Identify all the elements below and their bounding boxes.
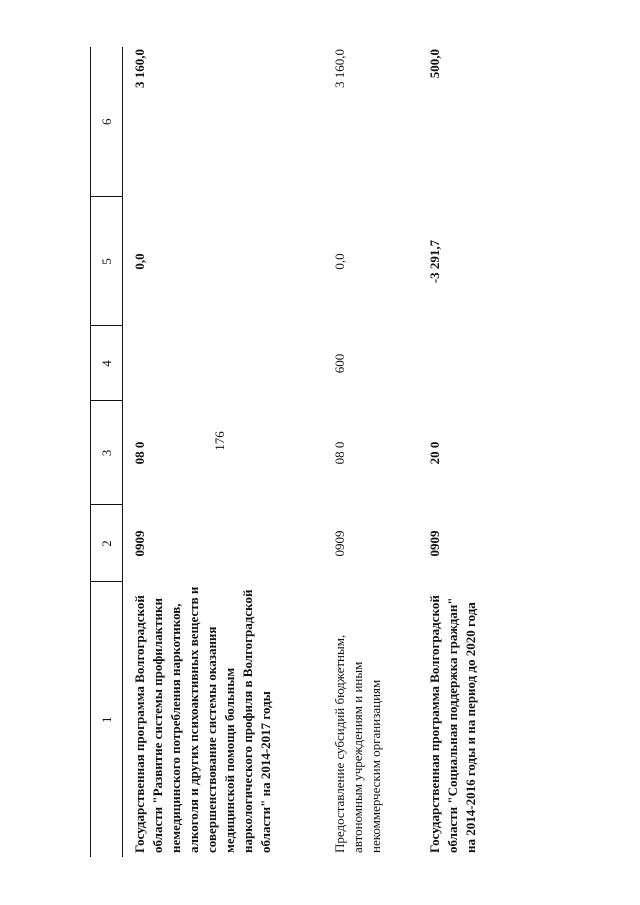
row-name: Предоставление субсидий бюджетным, автономным учреждениям и иным некоммерческим организациям (332, 634, 383, 853)
row-name: Государственная программа Волгоградской области "Социальная поддержка граждан" на 2014-2016 годы и на период до 2020 года (427, 595, 478, 853)
row-total: 3 160,0 (332, 49, 347, 88)
row-name: Государственная программа Волгоградской области "Развитие системы профилактики немедицинского потребления наркотиков, алкоголя и других психоактивных веществ и совершенствование системы оказания медицинской помощи больным наркологического профиля в Волгоградской области" на 2014-2017 годы (132, 586, 273, 853)
header-cell-3: 3 (91, 401, 123, 505)
table-row (426, 47, 486, 857)
row-change: -3 291,7 (427, 239, 442, 284)
budget-table (90, 47, 486, 857)
header-cell-2: 2 (91, 505, 123, 582)
table-row (331, 47, 426, 857)
row-change: 0,0 (132, 253, 147, 270)
page-number: 176 (212, 431, 227, 451)
header-cell-4: 4 (91, 326, 123, 401)
header-cell-1: 1 (91, 582, 123, 857)
header-row (91, 47, 123, 857)
row-total: 500,0 (427, 49, 442, 79)
row-type (123, 326, 332, 401)
row-type (426, 326, 486, 401)
row-section: 0909 (132, 530, 147, 557)
table-row (123, 47, 332, 857)
row-section: 0909 (332, 530, 347, 557)
header-cell-5: 5 (91, 197, 123, 326)
row-target: 08 0 (332, 441, 347, 465)
row-target: 20 0 (427, 441, 442, 465)
row-change: 0,0 (332, 253, 347, 270)
row-type: 600 (332, 353, 347, 374)
row-total: 3 160,0 (132, 49, 147, 88)
header-cell-6: 6 (91, 47, 123, 197)
row-target: 08 0 (132, 441, 147, 465)
rotated-page-content (50, 47, 478, 857)
row-section: 0909 (427, 530, 442, 557)
